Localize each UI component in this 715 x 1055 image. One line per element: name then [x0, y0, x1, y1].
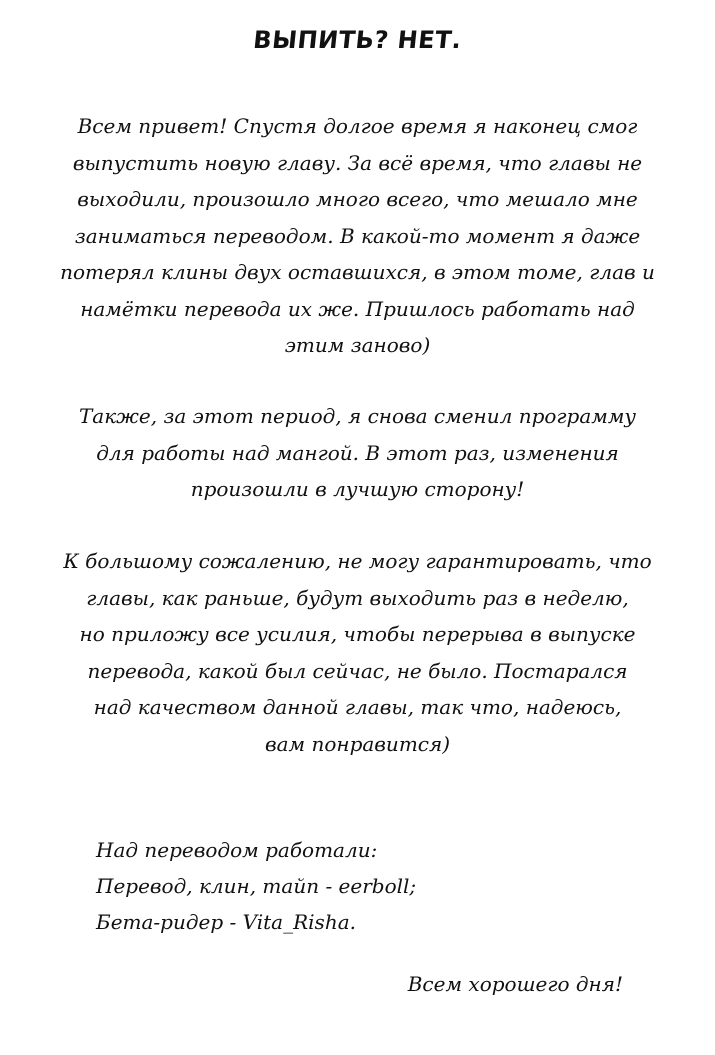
- text-line: К большому сожалению, не могу гарантировать, что: [63, 549, 652, 573]
- credits-translation: Перевод, клин, тайп - eerboll;: [96, 874, 417, 898]
- credits-block: [96, 832, 416, 940]
- text-line: над качеством данной главы, так что, надеюсь,: [93, 695, 622, 719]
- text-line: перевода, какой был сейчас, не было. Постарался: [87, 658, 628, 683]
- text-line: Всем привет! Спустя долгое время я наконец смог: [77, 114, 638, 138]
- paragraph-schedule: [60, 543, 655, 762]
- closing-wish: Всем хорошего дня!: [407, 972, 623, 996]
- text-line: Также, за этот период, я снова сменил программу: [78, 404, 637, 428]
- paragraph-program: [60, 398, 655, 508]
- text-line: выпустить новую главу. За всё время, что главы не: [72, 150, 643, 175]
- text-line: для работы над мангой. В этот раз, изменения: [96, 440, 619, 465]
- paragraph-greeting: [60, 108, 655, 364]
- page-title: ВЫПИТЬ? НЕТ.: [251, 26, 464, 54]
- text-line: потерял клины двух оставшихся, в этом томе, глав и: [60, 260, 655, 284]
- text-line: произошли в лучшую сторону!: [190, 477, 525, 501]
- text-line: вам понравится): [264, 731, 451, 756]
- text-line: этим заново): [284, 333, 431, 357]
- text-line: но приложу все усилия, чтобы перерыва в выпуске: [79, 622, 636, 646]
- text-line: заниматься переводом. В какой-то момент я даже: [74, 223, 641, 248]
- text-line: главы, как раньше, будут выходить раз в неделю,: [86, 585, 629, 610]
- credits-heading: Над переводом работали:: [96, 838, 378, 862]
- credits-beta-reader: Бета-ридер - Vita_Risha.: [96, 910, 356, 934]
- text-line: выходили, произошло много всего, что мешало мне: [77, 187, 638, 211]
- text-line: намётки перевода их же. Пришлось работать над: [80, 296, 635, 321]
